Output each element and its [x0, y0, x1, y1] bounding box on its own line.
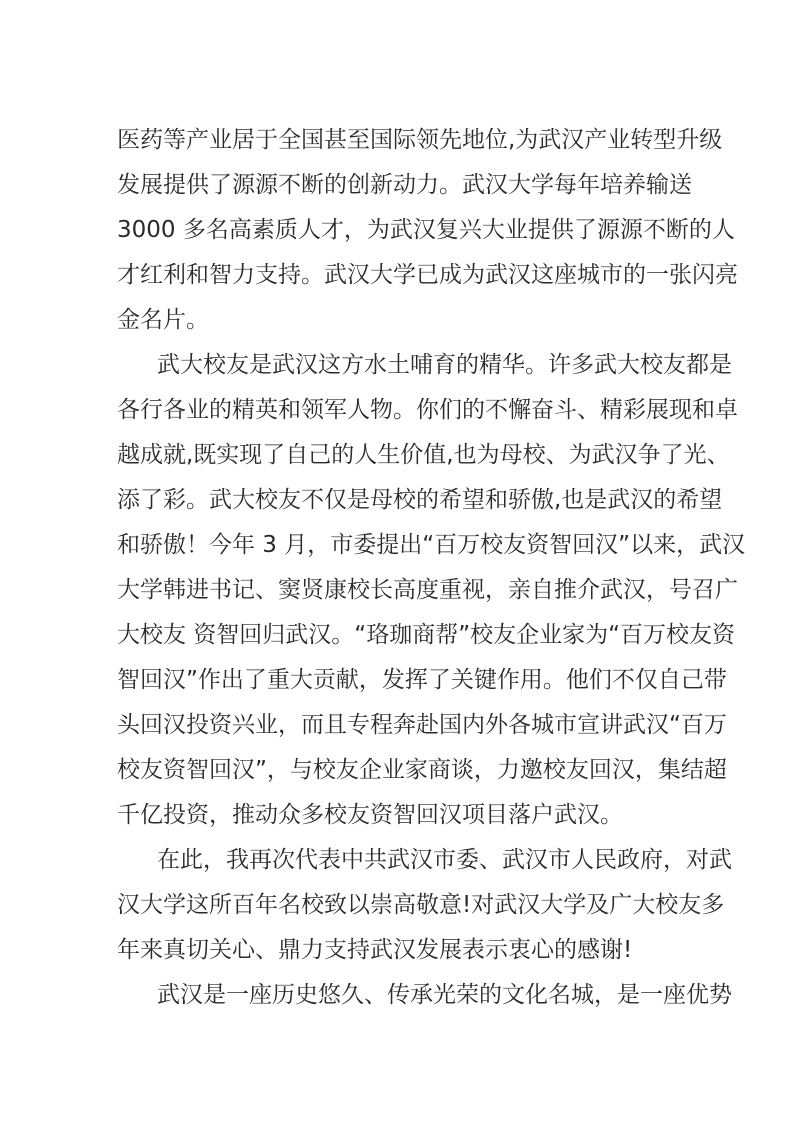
text-line: 头回汉投资兴业，而且专程奔赴国内外各城市宣讲武汉“百万: [117, 712, 727, 738]
text-line: 才红利和智力支持。武汉大学已成为武汉这座城市的一张闪亮: [117, 262, 738, 288]
text-line: 各行各业的精英和领军人物。你们的不懈奋斗、精彩展现和卓: [117, 397, 738, 423]
paragraph: [117, 838, 732, 973]
text-line: 智回汉”作出了重大贡献，发挥了关键作用。他们不仅自己带: [117, 667, 727, 693]
text-line: 越成就,既实现了自己的人生价值,也为母校、为武汉争了光、: [117, 442, 730, 468]
text-line: 金名片。: [117, 307, 209, 333]
text-line: 校友资智回汉”，与校友企业家商谈，力邀校友回汉，集结超: [117, 757, 727, 783]
text-line: 3000 多名高素质人才，为武汉复兴大业提供了源源不断的人: [117, 217, 735, 243]
text-line: 发展提供了源源不断的创新动力。武汉大学每年培养输送: [117, 172, 692, 198]
text-line: 武汉是一座历史悠久、传承光荣的文化名城，是一座优势: [157, 982, 732, 1008]
text-line: 添了彩。武大校友不仅是母校的希望和骄傲,也是武汉的希望: [117, 487, 723, 513]
text-line: 医药等产业居于全国甚至国际领先地位,为武汉产业转型升级: [117, 127, 723, 153]
text-line: 和骄傲！今年 3 月，市委提出“百万校友资智回汉”以来，武汉: [117, 532, 746, 558]
text-line: 大学韩进书记、窦贤康校长高度重视，亲自推介武汉，号召广: [117, 577, 738, 603]
text-line: 武大校友是武汉这方水土哺育的精华。许多武大校友都是: [157, 352, 732, 378]
document-page: [117, 118, 746, 1018]
text-line: 大校友 资智回归武汉。“珞珈商帮”校友企业家为“百万校友资: [117, 622, 736, 648]
paragraph: [117, 118, 738, 343]
text-line: 千亿投资，推动众多校友资智回汉项目落户武汉。: [117, 802, 623, 828]
text-line: 年来真切关心、鼎力支持武汉发展表示衷心的感谢!: [117, 937, 633, 963]
text-line: 汉大学这所百年名校致以崇高敬意!对武汉大学及广大校友多: [117, 892, 725, 918]
text-line: 在此，我再次代表中共武汉市委、武汉市人民政府，对武: [157, 847, 732, 873]
paragraph: [117, 343, 746, 838]
paragraph: [117, 973, 732, 1018]
